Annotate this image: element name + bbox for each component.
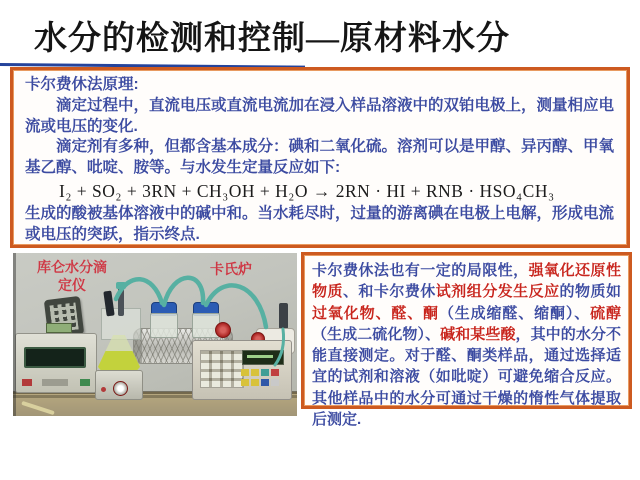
titrator-lcd [24,347,86,368]
stand-clamp [279,303,288,329]
karl-fischer-equation: I₂ + SO₂ + 3RN + CH₃OH + H₂O → 2RN · HI + RNB · HSO₄CH₃ [59,180,555,201]
photo-left-edge [13,253,16,416]
titrator-green-button [80,379,90,386]
stirrer-indicator [101,387,106,392]
oven-display [242,350,284,365]
bottle-body [150,313,178,338]
page-title: 水分的检测和控制—原材料水分 [34,21,510,57]
titrator-red-button [22,379,32,386]
titrator-gray-button [42,379,68,386]
coulometric-titrator-unit [15,333,97,393]
limitation-text: 卡尔费休法也有一定的局限性，强氧化还原性物质、和卡尔费休试剂组分发生反应的物质如过氧化物、醛、酮（生成缩醛、缩酮）、硫醇（生成二硫化物）、碱和某些酸，其中的水分不能直接测定。对于醛、酮类样品，通过选择适宜的试剂和溶液（如吡啶）可避免缩合反应。其他样品中的水分可通过干燥的惰性气体提取后测定. [312,262,621,429]
sensor-probe [118,286,124,316]
photo-label-oven: 卡氏炉 [210,261,252,277]
oven-keypad [200,350,244,388]
red-knob-left [215,322,231,338]
principle-heading: 卡尔费休法原理: [25,76,139,93]
stirrer-knob [113,381,128,396]
photo-label-titrator: 库仑水分滴定仪 [37,259,107,294]
principle-para2: 滴定剂有多种，但都含基本成分：碘和二氧化硫。溶剂可以是甲醇、异丙醇、甲氧基乙醇、吡啶、胺等。与水发生定量反应如下: [25,138,615,177]
reagent-bottle-left [150,302,176,336]
mini-display [46,323,72,333]
principle-para3: 生成的酸被基体溶液中的碱中和。当水耗尽时，过量的游离碘在电极上电解，形成电流或电压的突跃，指示终点. [25,205,615,244]
principle-box [10,67,630,248]
limitation-box [301,252,632,429]
probe-cap [116,282,126,289]
principle-para1: 滴定过程中，直流电压或直流电流加在浸入样品溶液中的双铂电极上，测量相应电流或电压的变化. [25,96,615,135]
karl-fischer-oven-unit [192,340,292,400]
oven-colored-keys [241,369,285,386]
instrument-photo [13,253,297,416]
flask-liquid [98,351,140,372]
magnetic-stirrer [95,370,143,400]
